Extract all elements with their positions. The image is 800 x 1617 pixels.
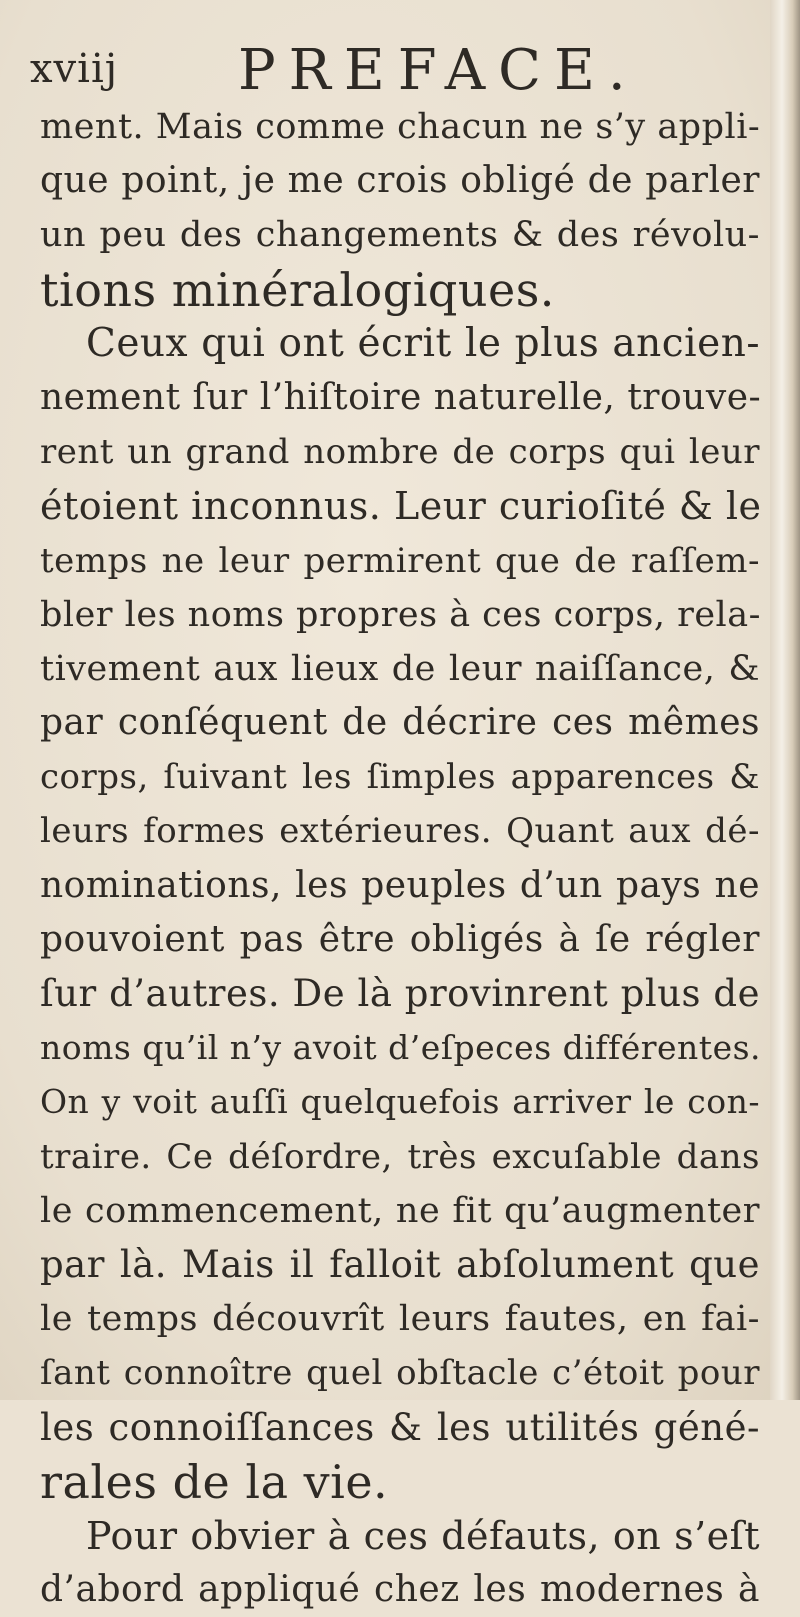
text-line: nominations, les peuples d’un pays ne	[40, 864, 760, 906]
text-line: d’abord appliqué chez les modernes à	[40, 1569, 760, 1611]
text-line: rales de la vie.	[40, 1454, 389, 1509]
text-line: ſur d’autres. De là provinrent plus de	[40, 972, 760, 1015]
text-line: bler les noms propres à ces corps, rela-	[40, 594, 761, 635]
text-line: le temps découvrît leurs fautes, en fai-	[40, 1299, 760, 1340]
text-line: ment. Mais comme chacun ne s’y appli-	[40, 107, 761, 147]
text-line: nement ſur l’hiſtoire naturelle, trouve-	[40, 376, 762, 418]
text-line: Ceux qui ont écrit le plus ancien-	[86, 320, 760, 366]
text-line: pouvoient pas être obligés à ſe régler	[40, 918, 760, 960]
text-line: le commencement, ne fit qu’augmenter	[40, 1190, 760, 1231]
text-line: traire. Ce déſordre, très excuſable dans	[40, 1136, 760, 1177]
text-line: par là. Mais il falloit abſolument que	[40, 1242, 760, 1286]
text-line: étoient inconnus. Leur curioſité & le	[40, 484, 762, 529]
text-line: que point, je me crois obligé de parler	[40, 160, 760, 202]
text-line: corps, ſuivant les ſimples apparences &	[40, 757, 760, 798]
text-line: On y voit auſſi quelquefois arriver le con-	[40, 1082, 760, 1122]
text-line: Pour obvier à ces défauts, on s’eſt	[86, 1513, 760, 1558]
page-header	[30, 38, 750, 103]
running-head: PREFACE.	[238, 38, 639, 103]
text-line: ſant connoître quel obſtacle c’étoit pour	[40, 1353, 760, 1394]
text-line: temps ne leur permirent que de raſſem-	[40, 540, 760, 581]
page-number: xviij	[30, 46, 119, 92]
body-text	[40, 100, 760, 1617]
text-line: rent un grand nombre de corps qui leur	[40, 432, 760, 473]
text-line: tions minéralogiques.	[40, 262, 555, 317]
text-line: tivement aux lieux de leur naiſſance, &	[40, 648, 760, 689]
text-line: leurs formes extérieures. Quant aux dé-	[40, 811, 760, 852]
text-line: un peu des changements & des révolu-	[40, 215, 760, 256]
text-line: par conſéquent de décrire ces mêmes	[40, 702, 760, 744]
text-line: les connoiſſances & les utilités géné-	[40, 1405, 760, 1449]
page-edge-shadow	[770, 0, 800, 1400]
text-line: noms qu’il n’y avoit d’eſpeces différentes.	[40, 1028, 762, 1068]
